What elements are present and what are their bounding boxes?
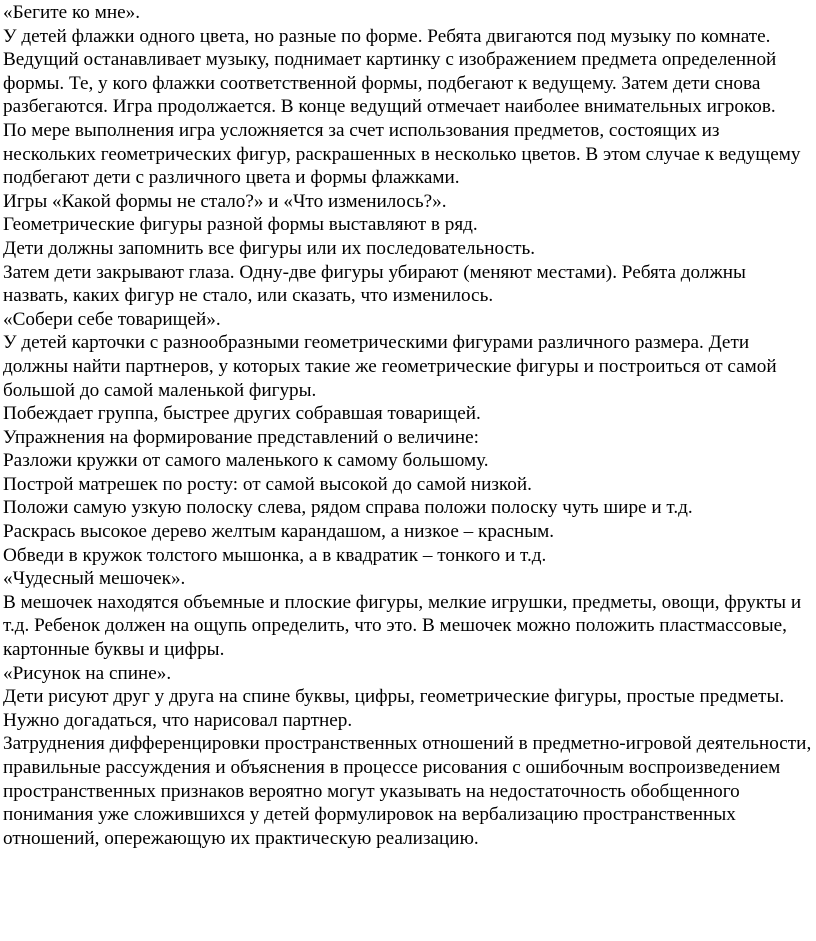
paragraph-exercise-strips: Положи самую узкую полоску слева, рядом справа положи полоску чуть шире и т.д. bbox=[3, 497, 693, 519]
paragraph-conclusion: Затруднения дифференцировки пространственных отношений в предметно-игровой деятельности, правильные рассуждения и объяснения в процессе рисования с ошибочным воспроизведением пространственных признаков вероятно могут указывать на недостаточность обобщенного понимания уже сложившихся у детей формулировок на вербализацию пространственных отношений, опережающую их практическую реализацию. bbox=[3, 733, 812, 849]
paragraph-winning-group: Побеждает группа, быстрее других собравшая товарищей. bbox=[3, 403, 481, 425]
paragraph-cards-with-figures: У детей карточки с разнообразными геометрическими фигурами различного размера. Дети должны найти партнеров, у которых такие же геометрические фигуры и построиться от самой большой до самой маленькой фигуры. bbox=[3, 332, 777, 401]
paragraph-game-title-back-drawing: «Рисунок на спине». bbox=[3, 662, 172, 684]
paragraph-flags-game-rules: У детей флажки одного цвета, но разные по форме. Ребята двигаются под музыку по комнате. Ведущий останавливает музыку, поднимает картинку с изображением предмета определенной формы. Те, у кого флажки соответственной формы, подбегают к ведущему. Затем дети снова разбегаются. Игра продолжается. В конце ведущий отмечает наиболее внимательных игроков. bbox=[3, 25, 777, 118]
paragraph-game-title-run-to-me: «Бегите ко мне». bbox=[3, 2, 141, 23]
paragraph-exercise-trees: Раскрась высокое дерево желтым карандашом, а низкое – красным. bbox=[3, 521, 555, 543]
paragraph-back-drawing-rules: Дети рисуют друг у друга на спине буквы, цифры, геометрические фигуры, простые предметы. bbox=[3, 686, 785, 708]
paragraph-guess-drawing: Нужно догадаться, что нарисовал партнер. bbox=[3, 709, 353, 731]
paragraph-game-title-magic-bag: «Чудесный мешочек». bbox=[3, 568, 186, 590]
paragraph-remember-figures: Дети должны запомнить все фигуры или их последовательность. bbox=[3, 237, 536, 259]
paragraph-size-exercises-heading: Упражнения на формирование представлений о величине: bbox=[3, 426, 479, 448]
paragraph-figures-in-row: Геометрические фигуры разной формы выставляют в ряд. bbox=[3, 214, 478, 236]
paragraph-game-title-what-changed: Игры «Какой формы не стало?» и «Что изменилось?». bbox=[3, 190, 447, 212]
paragraph-magic-bag-rules: В мешочек находятся объемные и плоские фигуры, мелкие игрушки, предметы, овощи, фрукты и т.д. Ребенок должен на ощупь определить, что это. В мешочек можно положить пластмассовые, картонные буквы и цифры. bbox=[3, 591, 802, 661]
paragraph-exercise-circles: Разложи кружки от самого маленького к самому большому. bbox=[3, 450, 489, 472]
paragraph-exercise-mice: Обведи в кружок толстого мышонка, а в квадратик – тонкого и т.д. bbox=[3, 544, 547, 566]
paragraph-game-title-gather-friends: «Собери себе товарищей». bbox=[3, 308, 221, 330]
paragraph-close-eyes: Затем дети закрывают глаза. Одну-две фигуры убирают (меняют местами). Ребята должны назвать, каких фигур не стало, или сказать, что изменилось. bbox=[3, 261, 746, 307]
paragraph-game-complication: По мере выполнения игра усложняется за счет использования предметов, состоящих из нескольких геометрических фигур, раскрашенных в несколько цветов. В этом случае к ведущему подбегают дети с различного цвета и формы флажками. bbox=[3, 119, 801, 189]
paragraph-exercise-matryoshka: Построй матрешек по росту: от самой высокой до самой низкой. bbox=[3, 473, 532, 495]
